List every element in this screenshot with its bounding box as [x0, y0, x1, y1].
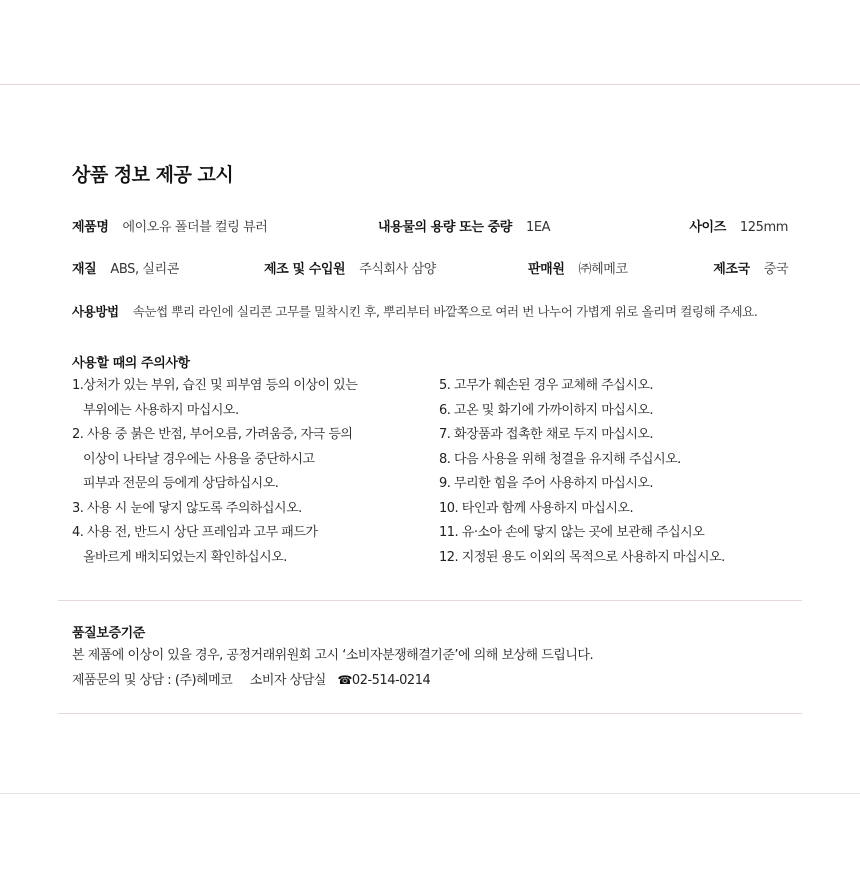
caution-line: 8. 다음 사용을 위해 청결을 유지해 주십시오. — [439, 451, 681, 467]
caution-line: 11. 유·소아 손에 닿지 않는 곳에 보관해 주십시오 — [439, 525, 705, 540]
spec-row-usage — [72, 302, 788, 322]
caution-line: 6. 고온 및 화기에 가까이하지 마십시오. — [439, 402, 654, 418]
spec-value: 에이오유 폴더블 컬링 뷰러 — [122, 220, 268, 235]
quality-title: 품질보증기준 — [72, 626, 145, 641]
spec-row-1 — [72, 218, 788, 238]
spec-label: 사용방법 — [72, 304, 119, 319]
spec-label: 제조국 — [713, 262, 750, 277]
spec-product-name — [72, 218, 267, 238]
spec-value: 1EA — [525, 220, 551, 235]
page-title: 상품 정보 제공 고시 — [72, 164, 234, 186]
spec-row-2 — [72, 260, 788, 280]
quality-contact — [72, 670, 430, 691]
top-divider — [0, 84, 860, 85]
spec-value: 주식회사 삼양 — [359, 262, 436, 277]
section-divider — [58, 600, 802, 601]
spec-material — [72, 260, 179, 280]
caution-line: 피부과 전문의 등에게 상담하십시오. — [83, 476, 279, 491]
caution-line: 7. 화장품과 접촉한 채로 두지 마십시오. — [439, 427, 654, 442]
spec-value: 중국 — [763, 262, 788, 277]
caution-line: 이상이 나타날 경우에는 사용을 중단하시고 — [83, 451, 315, 467]
cautions-left-column — [72, 374, 357, 570]
caution-line: 1.상처가 있는 부위, 습진 및 피부염 등의 이상이 있는 — [72, 378, 358, 393]
bottom-divider — [0, 793, 860, 794]
spec-label: 사이즈 — [689, 220, 726, 235]
contact-phone: 02-514-0214 — [351, 673, 431, 688]
caution-line: 2. 사용 중 붉은 반점, 부어오름, 가려움증, 자극 등의 — [72, 427, 353, 442]
quality-statement: 본 제품에 이상이 있을 경우, 공정거래위원회 고시 ‘소비자분쟁해결기준’에 의해 보상해 드립니다. — [72, 648, 594, 663]
caution-line: 3. 사용 시 눈에 닿지 않도록 주의하십시오. — [72, 500, 302, 516]
spec-usage — [72, 302, 757, 322]
spec-value: 125mm — [739, 220, 788, 235]
caution-line: 10. 타인과 함께 사용하지 마십시오. — [439, 500, 634, 516]
spec-value: ABS, 실리콘 — [110, 262, 179, 277]
spec-size — [689, 218, 788, 238]
spec-country — [713, 260, 788, 280]
spec-manufacturer — [264, 260, 436, 280]
spec-label: 제조 및 수입원 — [264, 262, 346, 277]
caution-line: 4. 사용 전, 반드시 상단 프레임과 고무 패드가 — [72, 525, 318, 540]
spec-volume — [378, 218, 550, 238]
cautions-title: 사용할 때의 주의사항 — [72, 356, 190, 371]
contact-prefix: 제품문의 및 상담 : (주)헤메코 — [72, 673, 233, 688]
spec-label: 내용물의 용량 또는 중량 — [378, 220, 512, 235]
spec-value: ㈜헤메코 — [578, 262, 628, 277]
caution-line: 5. 고무가 훼손된 경우 교체해 주십시오. — [439, 378, 654, 393]
caution-line: 올바르게 배치되었는지 확인하십시오. — [83, 549, 287, 565]
spec-seller — [528, 260, 628, 280]
section-divider — [58, 713, 802, 714]
cautions-right-column — [439, 374, 725, 570]
phone-icon: ☎ — [337, 673, 352, 687]
spec-value: 속눈썹 뿌리 라인에 실리콘 고무를 밀착시킨 후, 뿌리부터 바깥쪽으로 여러 번 나누어 가볍게 위로 올리며 컬링해 주세요. — [132, 304, 758, 319]
spec-label: 제품명 — [72, 220, 109, 235]
caution-line: 9. 무리한 힘을 주어 사용하지 마십시오. — [439, 476, 654, 491]
spec-label: 판매원 — [528, 262, 565, 277]
contact-center: 소비자 상담실 — [249, 673, 326, 688]
spec-label: 재질 — [72, 262, 97, 277]
caution-line: 부위에는 사용하지 마십시오. — [83, 402, 239, 418]
caution-line: 12. 지정된 용도 이외의 목적으로 사용하지 마십시오. — [439, 549, 725, 565]
